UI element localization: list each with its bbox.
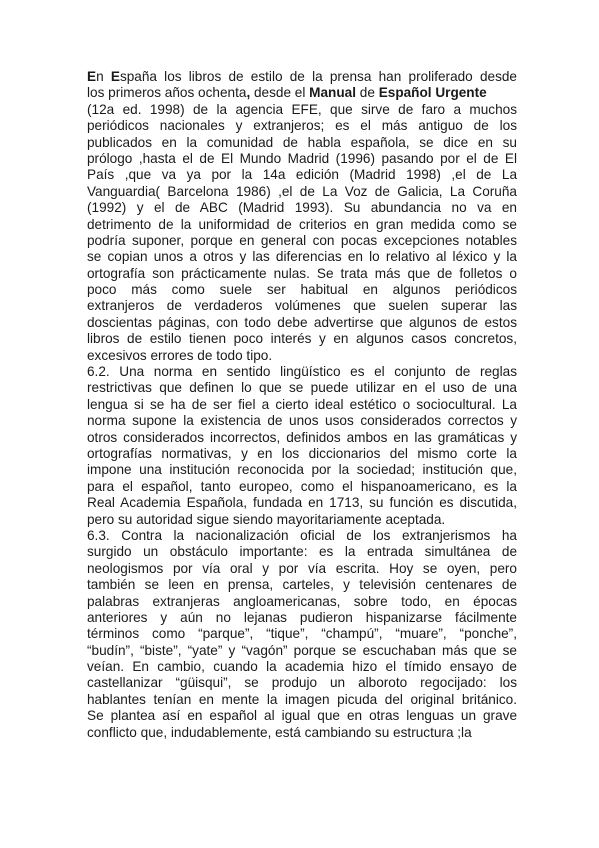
text-run: desde el — [250, 85, 310, 101]
text-line — [87, 675, 517, 691]
text-run: de — [356, 85, 379, 101]
text-line — [87, 643, 517, 659]
text-line — [87, 544, 517, 560]
text-run: surgido un obstáculo importante: es la entrada simultánea de — [87, 544, 517, 560]
bold-text-run: , — [246, 85, 251, 101]
text-run: impone una institución reconocida por la sociedad; institución que, — [87, 462, 517, 478]
text-run: doscientas páginas, con todo debe advertirse que algunos de estos — [87, 314, 517, 330]
text-run: también se leen en prensa, carteles, y televisión centenares de — [87, 577, 517, 593]
text-run: spaña los libros de estilo de la prensa han proliferado desde — [119, 69, 517, 84]
text-run: (1992) y el de ABC (Madrid 1993). Su abundancia no va en — [87, 200, 517, 216]
text-line — [87, 495, 517, 511]
text-line — [87, 348, 517, 364]
text-run: castellanizar “güisqui”, se produjo un alboroto regocijado: los — [87, 675, 517, 691]
text-line — [87, 85, 517, 101]
text-line — [87, 184, 517, 200]
text-line — [87, 249, 517, 265]
text-line — [87, 69, 517, 85]
bold-text-run: Español Urgente — [378, 85, 487, 101]
text-run: “budín”, “biste”, “yate” y “vagón” porque se escuchaban más que se — [87, 642, 517, 658]
text-run: otros considerados incorrectos, definidos ambos en las gramáticas y — [87, 429, 517, 445]
text-run: palabras extranjeras angloamericanas, sobre todo, en épocas — [87, 593, 517, 609]
text-run: restrictivas que definen lo que se puede utilizar en el uso de una — [87, 380, 517, 396]
text-line — [87, 380, 517, 396]
text-line — [87, 315, 517, 331]
text-run: ortografías normativas, y en los diccionarios del mismo corte la — [87, 445, 517, 461]
text-run: 6.3. Contra la nacionalización oficial de los extranjerismos ha — [87, 527, 517, 543]
text-line — [87, 430, 517, 446]
text-run: anteriores y aún no lejanas pudieron hispanizarse fácilmente — [87, 609, 517, 625]
text-line — [87, 118, 517, 134]
text-run: detrimento de la uniformidad de criterios en gran medida como se — [87, 216, 517, 232]
text-run: publicados en la comunidad de habla española, se dice en su — [87, 134, 517, 150]
text-run: prólogo ,hasta el de El Mundo Madrid (1996) pasando por el de El — [87, 150, 517, 166]
text-line — [87, 151, 517, 167]
text-run: Vanguardia( Barcelona 1986) ,el de La Voz de Galicia, La Coruña — [87, 183, 517, 199]
text-run: Real Academia Española, fundada en 1713, su función es discutida, — [87, 495, 517, 511]
text-run: los primeros años ochenta — [87, 85, 247, 101]
text-run: neologismos por vía oral y por vía escrita. Hoy se oyen, pero — [87, 560, 517, 576]
text-line — [87, 462, 517, 478]
text-run: pero su autoridad sigue siendo mayoritariamente aceptada. — [87, 511, 446, 527]
text-line — [87, 233, 517, 249]
text-line — [87, 659, 517, 675]
text-line — [87, 200, 517, 216]
text-line — [87, 282, 517, 298]
text-line — [87, 626, 517, 642]
text-line — [87, 167, 517, 183]
text-run: n — [96, 69, 111, 84]
text-line — [87, 708, 517, 724]
bold-text-run: Manual — [309, 85, 356, 101]
body-text — [87, 69, 517, 741]
text-run: excesivos errores de todo tipo. — [87, 347, 273, 363]
text-run: veían. En cambio, cuando la academia hizo el tímido ensayo de — [87, 659, 517, 675]
text-run: podría suponer, porque en general con pocas excepciones notables — [87, 232, 517, 248]
bold-text-run: E — [110, 69, 120, 84]
text-line — [87, 364, 517, 380]
text-line — [87, 331, 517, 347]
text-run: Se plantea así en español al igual que en otras lenguas un grave — [87, 708, 517, 724]
text-run: 6.2. Una norma en sentido lingüístico es el conjunto de reglas — [87, 364, 517, 380]
text-run: lengua si se ha de ser fiel a cierto ideal estético o sociocultural. La — [87, 396, 517, 412]
text-run: términos como “parque”, “tique”, “champú”, “muare”, “ponche”, — [87, 626, 517, 642]
text-run: (12a ed. 1998) de la agencia EFE, que sirve de faro a muchos — [87, 101, 517, 117]
text-line — [87, 561, 517, 577]
text-line — [87, 397, 517, 413]
text-line — [87, 446, 517, 462]
text-line — [87, 692, 517, 708]
text-run: extranjeros de verdaderos volúmenes que suelen superar las — [87, 298, 517, 314]
text-run: ortografía son prácticamente nulas. Se trata más que de folletos o — [87, 265, 517, 281]
text-line — [87, 135, 517, 151]
text-line — [87, 413, 517, 429]
text-run: periódicos nacionales y extranjeros; es el más antiguo de los — [87, 118, 517, 134]
text-line — [87, 102, 517, 118]
text-line — [87, 479, 517, 495]
text-run: libros de estilo tienen poco interés y en algunos casos concretos, — [87, 331, 517, 347]
text-run: conflicto que, indudablemente, está cambiando su estructura ;la — [87, 724, 472, 740]
text-line — [87, 217, 517, 233]
text-line — [87, 512, 517, 528]
text-line — [87, 266, 517, 282]
bold-text-run: E — [87, 69, 97, 84]
text-run: País ,que va ya por la 14a edición (Madrid 1998) ,el de La — [87, 167, 517, 183]
text-run: norma supone la existencia de unos usos considerados correctos y — [87, 413, 517, 429]
text-run: hablantes tenían en mente la imagen picuda del original británico. — [87, 691, 517, 707]
text-line — [87, 528, 517, 544]
text-line — [87, 577, 517, 593]
text-line — [87, 298, 517, 314]
text-line — [87, 610, 517, 626]
text-line — [87, 725, 517, 741]
text-run: poco más como suele ser habitual en algunos periódicos — [87, 282, 517, 298]
text-run: para el español, tanto europeo, como el hispanoamericano, es la — [87, 478, 517, 494]
text-run: se copian unos a otros y las diferencias en lo relativo al léxico y la — [87, 249, 517, 265]
text-line — [87, 594, 517, 610]
